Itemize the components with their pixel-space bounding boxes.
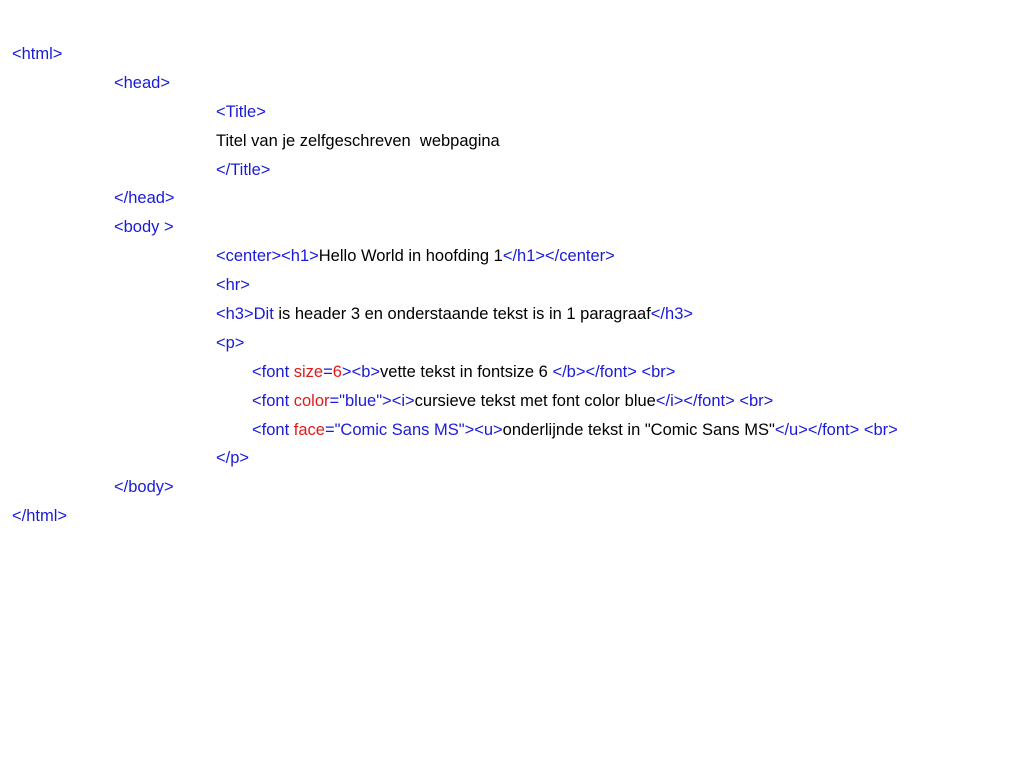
code-line — [12, 69, 1012, 98]
code-line — [12, 40, 1012, 69]
code-line — [12, 358, 1012, 387]
code-line — [12, 127, 1012, 156]
html-tag-token: </h1> — [502, 247, 546, 266]
html-tag-token: <p> — [216, 333, 245, 352]
html-tag-token: <h1> — [281, 247, 319, 266]
html-tag-token: = — [323, 362, 333, 381]
code-line — [12, 444, 1012, 473]
html-tag-token: <hr> — [216, 276, 250, 295]
html-tag-token: </center> — [545, 247, 615, 266]
html-tag-token: <h3> — [216, 305, 254, 324]
html-code-listing — [12, 40, 1012, 531]
attribute-token: color — [293, 391, 330, 410]
code-line — [12, 213, 1012, 242]
code-line — [12, 502, 1012, 531]
html-tag-token: <i> — [391, 391, 415, 410]
code-line — [12, 473, 1012, 502]
html-tag-token: <center> — [216, 247, 282, 266]
code-line — [12, 98, 1012, 127]
html-tag-token: <br> — [739, 391, 774, 410]
code-line — [12, 242, 1012, 271]
html-tag-token: </html> — [12, 507, 68, 526]
text-token: Titel van je zelfgeschreven webpagina — [216, 131, 500, 150]
html-tag-token: </p> — [216, 449, 250, 468]
html-tag-token: <font — [252, 420, 294, 439]
html-tag-token: <br> — [641, 362, 676, 381]
html-tag-token: <html> — [12, 45, 63, 63]
code-line — [12, 271, 1012, 300]
html-tag-token: </body> — [114, 478, 174, 497]
text-token: is header 3 en onderstaande tekst is in 1 paragraaf — [273, 305, 651, 324]
html-tag-token: </Title> — [216, 160, 271, 179]
attribute-token: size — [293, 362, 324, 381]
html-tag-token: </h3> — [650, 305, 694, 324]
html-tag-token: </b> — [552, 362, 586, 381]
attribute-token: 6 — [332, 362, 342, 381]
html-tag-token: <font — [252, 362, 294, 381]
html-tag-token: </font> — [683, 391, 735, 410]
text-token: onderlijnde tekst in "Comic Sans MS" — [502, 420, 775, 439]
html-tag-token: Dit — [253, 305, 274, 324]
html-tag-token: <body > — [114, 218, 174, 237]
text-token: cursieve tekst met font color blue — [414, 391, 656, 410]
html-tag-token: <head> — [114, 73, 170, 92]
html-tag-token: ="blue"> — [329, 391, 392, 410]
html-tag-token: <u> — [474, 420, 503, 439]
code-line — [12, 300, 1012, 329]
code-line — [12, 156, 1012, 185]
attribute-token: face — [293, 420, 325, 439]
html-tag-token: > — [341, 362, 352, 381]
code-line — [12, 387, 1012, 416]
html-tag-token: </u> — [774, 420, 808, 439]
html-tag-token: </head> — [114, 189, 175, 208]
html-tag-token: <font — [252, 391, 294, 410]
html-tag-token: <Title> — [216, 102, 266, 121]
html-tag-token: <b> — [351, 362, 381, 381]
code-line — [12, 184, 1012, 213]
html-tag-token: </i> — [655, 391, 684, 410]
html-tag-token: </font> — [585, 362, 637, 381]
html-tag-token: </font> — [807, 420, 860, 439]
text-token: Hello World in hoofding 1 — [318, 247, 503, 266]
code-line — [12, 329, 1012, 358]
html-tag-token: ="Comic Sans MS"> — [324, 420, 475, 439]
html-tag-token: <br> — [863, 420, 898, 439]
code-line — [12, 416, 1012, 445]
text-token: vette tekst in fontsize 6 — [380, 362, 553, 381]
